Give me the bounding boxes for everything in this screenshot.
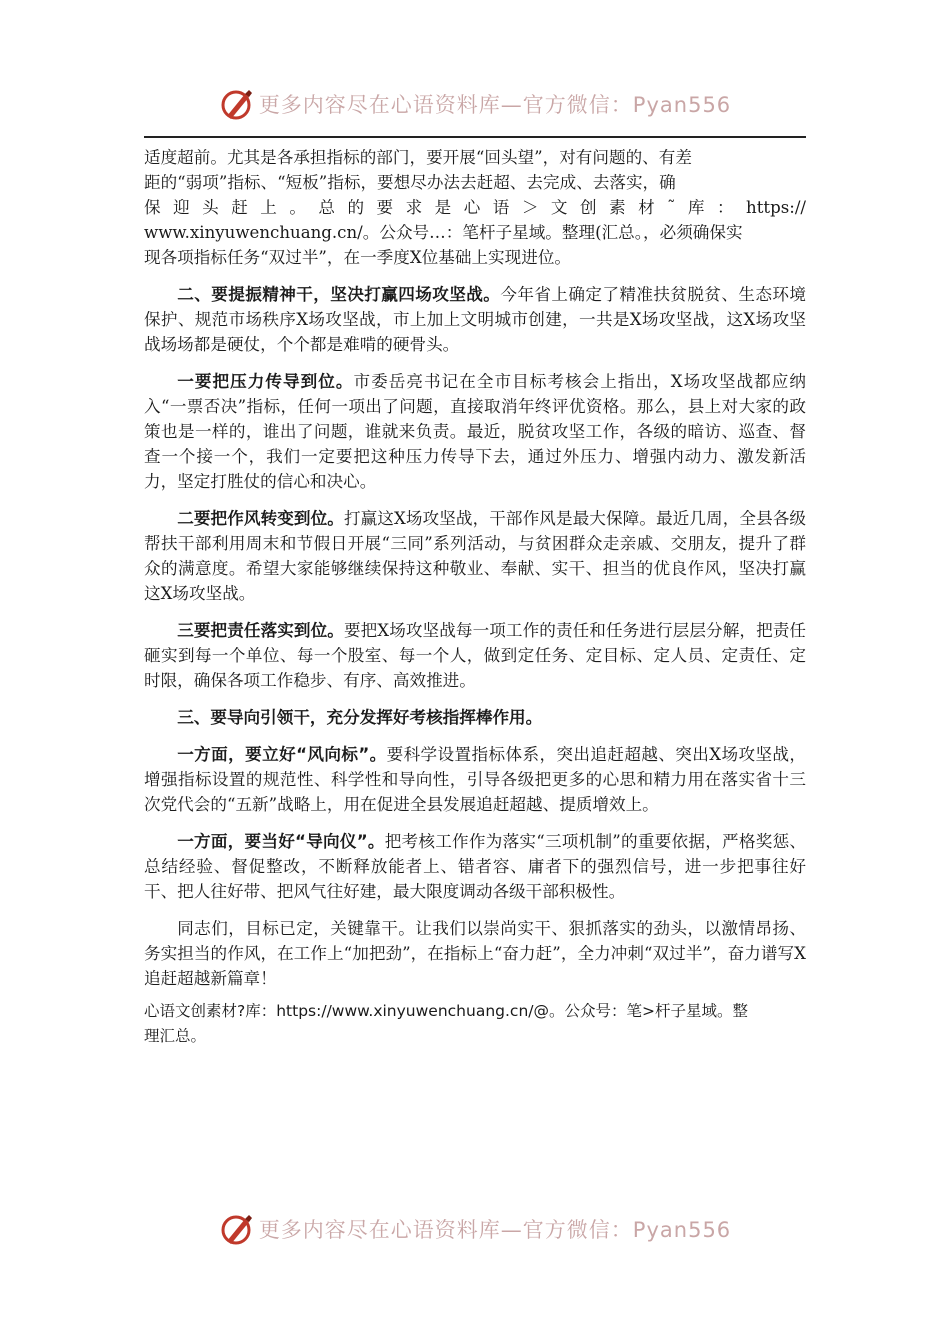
p1-line: 保迎头赶上。总的要求是心语＞文创素材˜库：https:// — [144, 198, 806, 217]
paragraph-text: 打赢这X场攻坚战，干部作风是最大保障。最近几周，全县各级帮扶干部利用周末和节假日开展“三同”系列活动，与贫困群众走亲戚、交朋友，提升了群众的满意度。希望大家能够继续保持这种敬业、奉献、实干、担当的优良作风，坚决打赢这X场攻坚战。 — [144, 509, 807, 603]
p1-line: 现各项指标任务“双过半”，在一季度X位基础上实现进位。 — [144, 248, 572, 267]
paragraph-text: 要科学设置指标体系，突出追赶超越、突出X场攻坚战，增强指标设置的规范性、科学性和导向性，引导各级把更多的心思和精力用在落实省十三次党代会的“五新”战略上，用在促进全县发展追赶超越、提质增效上。 — [144, 745, 807, 814]
paragraph-1 — [144, 145, 806, 270]
p1-line: 距的“弱项”指标、“短板”指标，要想尽办法去赶超、去完成、去落实，确 — [144, 173, 676, 192]
subheading: 二要把作风转变到位。 — [177, 509, 344, 528]
subheading: 三要把责任落实到位。 — [177, 621, 344, 640]
paragraph-text: 市委岳亮书记在全市目标考核会上指出，X场攻坚战都应纳入“一票否决”指标，任何一项出了问题，直接取消年终评优资格。那么，县上对大家的政策也是一样的，谁出了问题，谁就来负责。最近，脱贫攻坚工作，各级的暗访、巡查、督查一个接一个，我们一定要把这种压力传导下去，通过外压力、增强内动力、激发新活力，坚定打胜仗的信心和决心。 — [144, 372, 807, 491]
header-banner-text: 更多内容尽在心语资料库—官方微信：Pyan556 — [258, 93, 732, 117]
subheading: 一方面，要当好“导向仪”。 — [177, 832, 385, 851]
paragraph-text: 要把X场攻坚战每一项工作的责任和任务进行层层分解，把责任砸实到每一个单位、每一个股室、每一个人，做到定任务、定目标、定人员、定责任、定时限，确保各项工作稳步、有序、高效推进。 — [144, 621, 807, 690]
source-note — [144, 999, 806, 1049]
header-divider — [144, 136, 806, 138]
section-heading-3: 三、要导向引领干，充分发挥好考核指挥棒作用。 — [177, 708, 543, 727]
subheading: 一要把压力传导到位。 — [177, 372, 354, 391]
paragraph-text: 今年省上确定了精准扶贫脱贫、生态环境保护、规范市场秩序X场攻坚战，市上加上文明城市创建，一共是X场攻坚战，这X场攻坚战场场都是硬仗，个个都是难啃的硬骨头。 — [144, 285, 807, 354]
paragraph-8 — [144, 829, 806, 904]
paragraph-7 — [144, 742, 806, 817]
paragraph-5 — [144, 618, 806, 693]
section-heading-2: 二、要提振精神干，坚决打赢四场攻坚战。 — [177, 285, 501, 304]
document-body — [144, 145, 806, 1049]
paragraph-9 — [144, 916, 806, 991]
paragraph-6 — [144, 705, 806, 730]
paragraph-2 — [144, 282, 806, 357]
pen-logo-icon — [219, 1211, 255, 1247]
paragraph-text: 同志们，目标已定，关键靠干。让我们以崇尚实干、狠抓落实的劲头，以激情昂扬、务实担当的作风，在工作上“加把劲”，在指标上“奋力赶”，全力冲刺“双过半”，奋力谱写X追赶超越新篇章！ — [144, 919, 806, 988]
paragraph-text: 把考核工作作为落实“三项机制”的重要依据，严格奖惩、总结经验、督促整改，不断释放能者上、错者容、庸者下的强烈信号，进一步把事往好干、把人往好带、把风气往好建，最大限度调动各级干部积极性。 — [144, 832, 807, 901]
footer-banner — [0, 1207, 950, 1251]
subheading: 一方面，要立好“风向标”。 — [177, 745, 387, 764]
pen-logo-icon — [219, 86, 255, 122]
paragraph-3 — [144, 369, 806, 494]
footer-banner-text: 更多内容尽在心语资料库—官方微信：Pyan556 — [258, 1218, 732, 1242]
source-note-line: 心语文创素材?库：https://www.xinyuwenchuang.cn/@。公众号：笔>杆子星域。整 — [144, 1002, 748, 1020]
header-banner — [0, 82, 950, 126]
p1-line: 适度超前。尤其是各承担指标的部门，要开展“回头望”，对有问题的、有差 — [144, 148, 692, 167]
source-note-line: 理汇总。 — [144, 1027, 207, 1045]
p1-line: www.xinyuwenchuang.cn/。公众号…：笔杆子星域。整理(汇总。，必须确保实 — [144, 223, 743, 242]
paragraph-4 — [144, 506, 806, 606]
